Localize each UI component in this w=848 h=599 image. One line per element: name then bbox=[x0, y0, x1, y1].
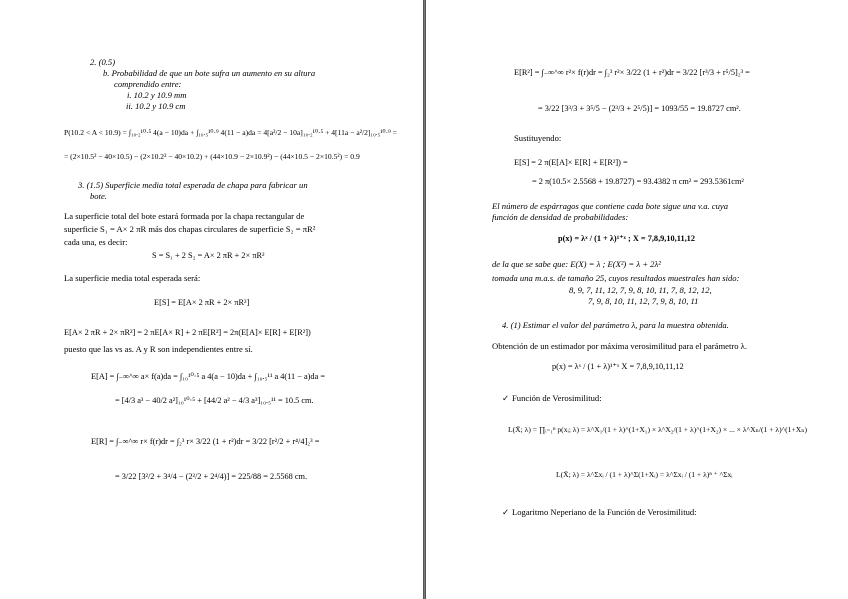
equation-prob-2: = (2×10.5² − 40×10.5) − (2×10.2² − 40×10.2) + (44×10.9 − 2×10.9²) − (44×10.5 − 2×10.5²) = 0.9 bbox=[64, 152, 360, 161]
checkmark-icon: ✓ bbox=[502, 507, 510, 517]
equation-px: p(x) = λˣ / (1 + λ)¹⁺ˣ ; X = 7,8,9,10,11,12 bbox=[558, 234, 695, 243]
item-4: 4. (1) Estimar el valor del parámetro λ, para la muestra obtenida. bbox=[502, 320, 729, 330]
sample-line-2: 7, 9, 8, 10, 11, 12, 7, 9, 8, 10, 11 bbox=[588, 296, 699, 306]
paragraph-italic-2: función de densidad de probabilidades: bbox=[492, 212, 629, 222]
checklist-item-2-label: Logaritmo Neperiano de la Función de Verosimilitud: bbox=[512, 507, 697, 517]
sub-item-ii: ii. 10.2 y 10.9 cm bbox=[126, 101, 186, 111]
equation-l2: L(X̄; λ) = λ^Σxᵢ / (1 + λ)^Σ(1+Xᵢ) = λ^Σxᵢ / (1 + λ)ⁿ ⁺ ^Σxᵢ bbox=[556, 470, 733, 479]
equation-er2-2: = 3/22 [3³/3 + 3⁵/5 − (2³/3 + 2⁵/5)] = 1093/55 = 19.8727 cm². bbox=[538, 104, 741, 113]
equation-px-2: p(x) = λˣ / (1 + λ)¹⁺ˣ X = 7,8,9,10,11,12 bbox=[552, 362, 684, 371]
item-2b: b. Probabilidad de que un bote sufra un aumento en su altura bbox=[103, 68, 316, 78]
equation-er-2: = 3/22 [3²/2 + 3⁴/4 − (2²/2 + 2⁴/4)] = 225/88 = 2.5568 cm. bbox=[115, 472, 308, 481]
paragraph-3: puesto que las vs as. A y R son independientes entre sí. bbox=[64, 344, 253, 354]
page-right bbox=[425, 0, 848, 599]
paragraph-5: Obtención de un estimador por máxima verosimilitud para el parámetro λ. bbox=[492, 341, 747, 351]
item-2b-cont: comprendido entre: bbox=[114, 79, 182, 89]
paragraph-2: La superficie media total esperada será: bbox=[64, 273, 201, 283]
checkmark-icon: ✓ bbox=[502, 393, 510, 403]
item-3-cont: bote. bbox=[90, 191, 107, 201]
checklist-item-1-label: Función de Verosimilitud: bbox=[512, 393, 602, 403]
equation-es: E[S] = E[A× 2 πR + 2× πR²] bbox=[154, 298, 250, 307]
equation-es-expand: E[A× 2 πR + 2× πR²] = 2 πE[A× R] + 2 πE[R²] = 2π(E[A]× E[R] + E[R²]) bbox=[64, 328, 311, 337]
sub-item-i: i. 10.2 y 10.9 mm bbox=[127, 90, 187, 100]
equation-es-sub-1: E[S] = 2 π(E[A]× E[R] + E[R²]) = bbox=[514, 158, 628, 167]
paragraph-italic-3: de la que se sabe que: E(X) = λ ; E(X²) = λ + 2λ² bbox=[492, 259, 661, 269]
paragraph-italic-4: tomada una m.a.s. de tamaño 25, cuyos resultados muestrales han sido: bbox=[492, 273, 740, 283]
equation-es-sub-2: = 2 π(10.5× 2.5568 + 19.8727) = 93.4382 π cm² = 293.5361cm² bbox=[532, 177, 744, 186]
paragraph-1-l2: superficie S₁ = A× 2 πR más dos chapas circulares de superficie S₂ = πR² bbox=[64, 224, 316, 234]
paragraph-1-l3: cada una, es decir: bbox=[64, 237, 128, 247]
paragraph-1: La superficie total del bote estará formada por la chapa rectangular de bbox=[64, 211, 305, 221]
equation-prob-1: P(10.2 < A < 10.9) = ∫₁₀.₂¹⁰·⁵ 4(a − 10)da + ∫₁₀.₅¹⁰·⁹ 4(11 − a)da = 4[a²/2 − 10a]₁₀.₂¹⁰·⁵ + 4[11a − a²/2]₁₀.₅¹⁰·⁹ = bbox=[64, 128, 397, 137]
checklist-item-2 bbox=[502, 507, 697, 517]
item-3: 3. (1.5) Superficie media total esperada de chapa para fabricar un bbox=[78, 180, 308, 190]
equation-er2-1: E[R²] = ∫₋∞^∞ r²× f(r)dr = ∫₂³ r²× 3/22 (1 + r²)dr = 3/22 [r³/3 + r⁵/5]₂³ = bbox=[514, 68, 750, 77]
sample-line-1: 8, 9, 7, 11, 12, 7, 9, 8, 10, 11, 7, 8, 12, 12, bbox=[569, 285, 712, 295]
equation-ea-2: = [4/3 a³ − 40/2 a²]₁₀¹⁰·⁵ + [44/2 a² − 4/3 a³]₁₀.₅¹¹ = 10.5 cm. bbox=[115, 396, 314, 405]
checklist-item-1 bbox=[502, 393, 602, 403]
sustituyendo: Sustituyendo: bbox=[514, 133, 562, 143]
paragraph-italic-1: El número de espárragos que contiene cada bote sigue una v.a. cuya bbox=[492, 201, 729, 211]
item-2: 2. (0.5) bbox=[90, 57, 116, 67]
equation-ea-1: E[A] = ∫₋∞^∞ a× f(a)da = ∫₁₀¹⁰·⁵ a 4(a − 10)da + ∫₁₀.₅¹¹ a 4(11 − a)da = bbox=[91, 372, 326, 381]
equation-er-1: E[R] = ∫₋∞^∞ r× f(r)dr = ∫₂³ r× 3/22 (1 + r²)dr = 3/22 [r²/2 + r⁴/4]₂³ = bbox=[91, 437, 320, 446]
equation-s: S = S₁ + 2 S₂ = A× 2 πR + 2× πR² bbox=[152, 251, 265, 260]
equation-l1: L(X̄; λ) = ∏ᵢ₌₁ⁿ p(xᵢ; λ) = λ^X₁/(1 + λ)^(1+X₁) × λ^X₂/(1 + λ)^(1+X₂) × ... × λ^Xₙ/(1 + λ)^(1+Xₙ) bbox=[508, 425, 808, 434]
